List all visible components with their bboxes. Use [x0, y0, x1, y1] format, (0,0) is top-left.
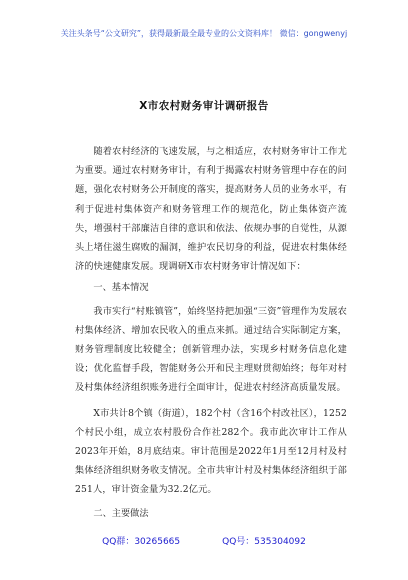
- section-heading-basic-situation: 一、基本情况: [93, 282, 149, 294]
- section1-paragraph-2: X市共计8个镇（街道），182个村（含16个村改社区），1252个村民小组，成立农村股份合作社282个。我市此次审计工作从2023年开始，8月底结束。审计范围是2022年1月至12月村及村集体经济组织财务收支情况。全市共审计村及村集体经济组织于部251人，审计资金量为32.2亿元。: [75, 407, 347, 496]
- intro-paragraph: 随着农村经济的飞速发展，与之相适应，农村财务审计工作尤为重要。通过农村财务审计，有利于揭露农村财务管理中存在的问题，强化农村财务公开制度的落实，提高财务人员的业务水平，有利于促进村集体资产和财务管理工作的规范化，防止集体资产流失，增强村干部廉洁自律的意识和依法、依规办事的自觉性，从源头上堵住滋生腐败的漏洞，维护农民切身的利益，促进农村集体经济的快速健康发展。现调研X市农村财务审计情况如下：: [75, 146, 347, 273]
- footer-contact: [0, 534, 408, 547]
- document-title: X市农村财务审计调研报告: [139, 100, 269, 112]
- qq-number-text: QQ号：535304092: [222, 537, 306, 547]
- document-body: [75, 142, 347, 523]
- qq-group-text: QQ群：30265665: [102, 537, 181, 547]
- section-heading-main-practices: 二、主要做法: [93, 507, 149, 519]
- header-note: 关注头条号“公文研究”，获得最新最全最专业的公文资料库！ 微信：gongwenyj: [60, 29, 348, 38]
- section1-paragraph-1: 我市实行“村账镇管”，始终坚持把加强“三资”管理作为发展农村集体经济、增加农民收入的重点来抓。通过结合实际制定方案，财务管理制度比较健全；创新管理办法，实现乡村财务信息化建设；优化监督手段，智能财务公开和民主理财贯彻始终；每年对村及村集体经济组织账务进行全面审计，促进农村经济高质量发展。: [75, 305, 347, 394]
